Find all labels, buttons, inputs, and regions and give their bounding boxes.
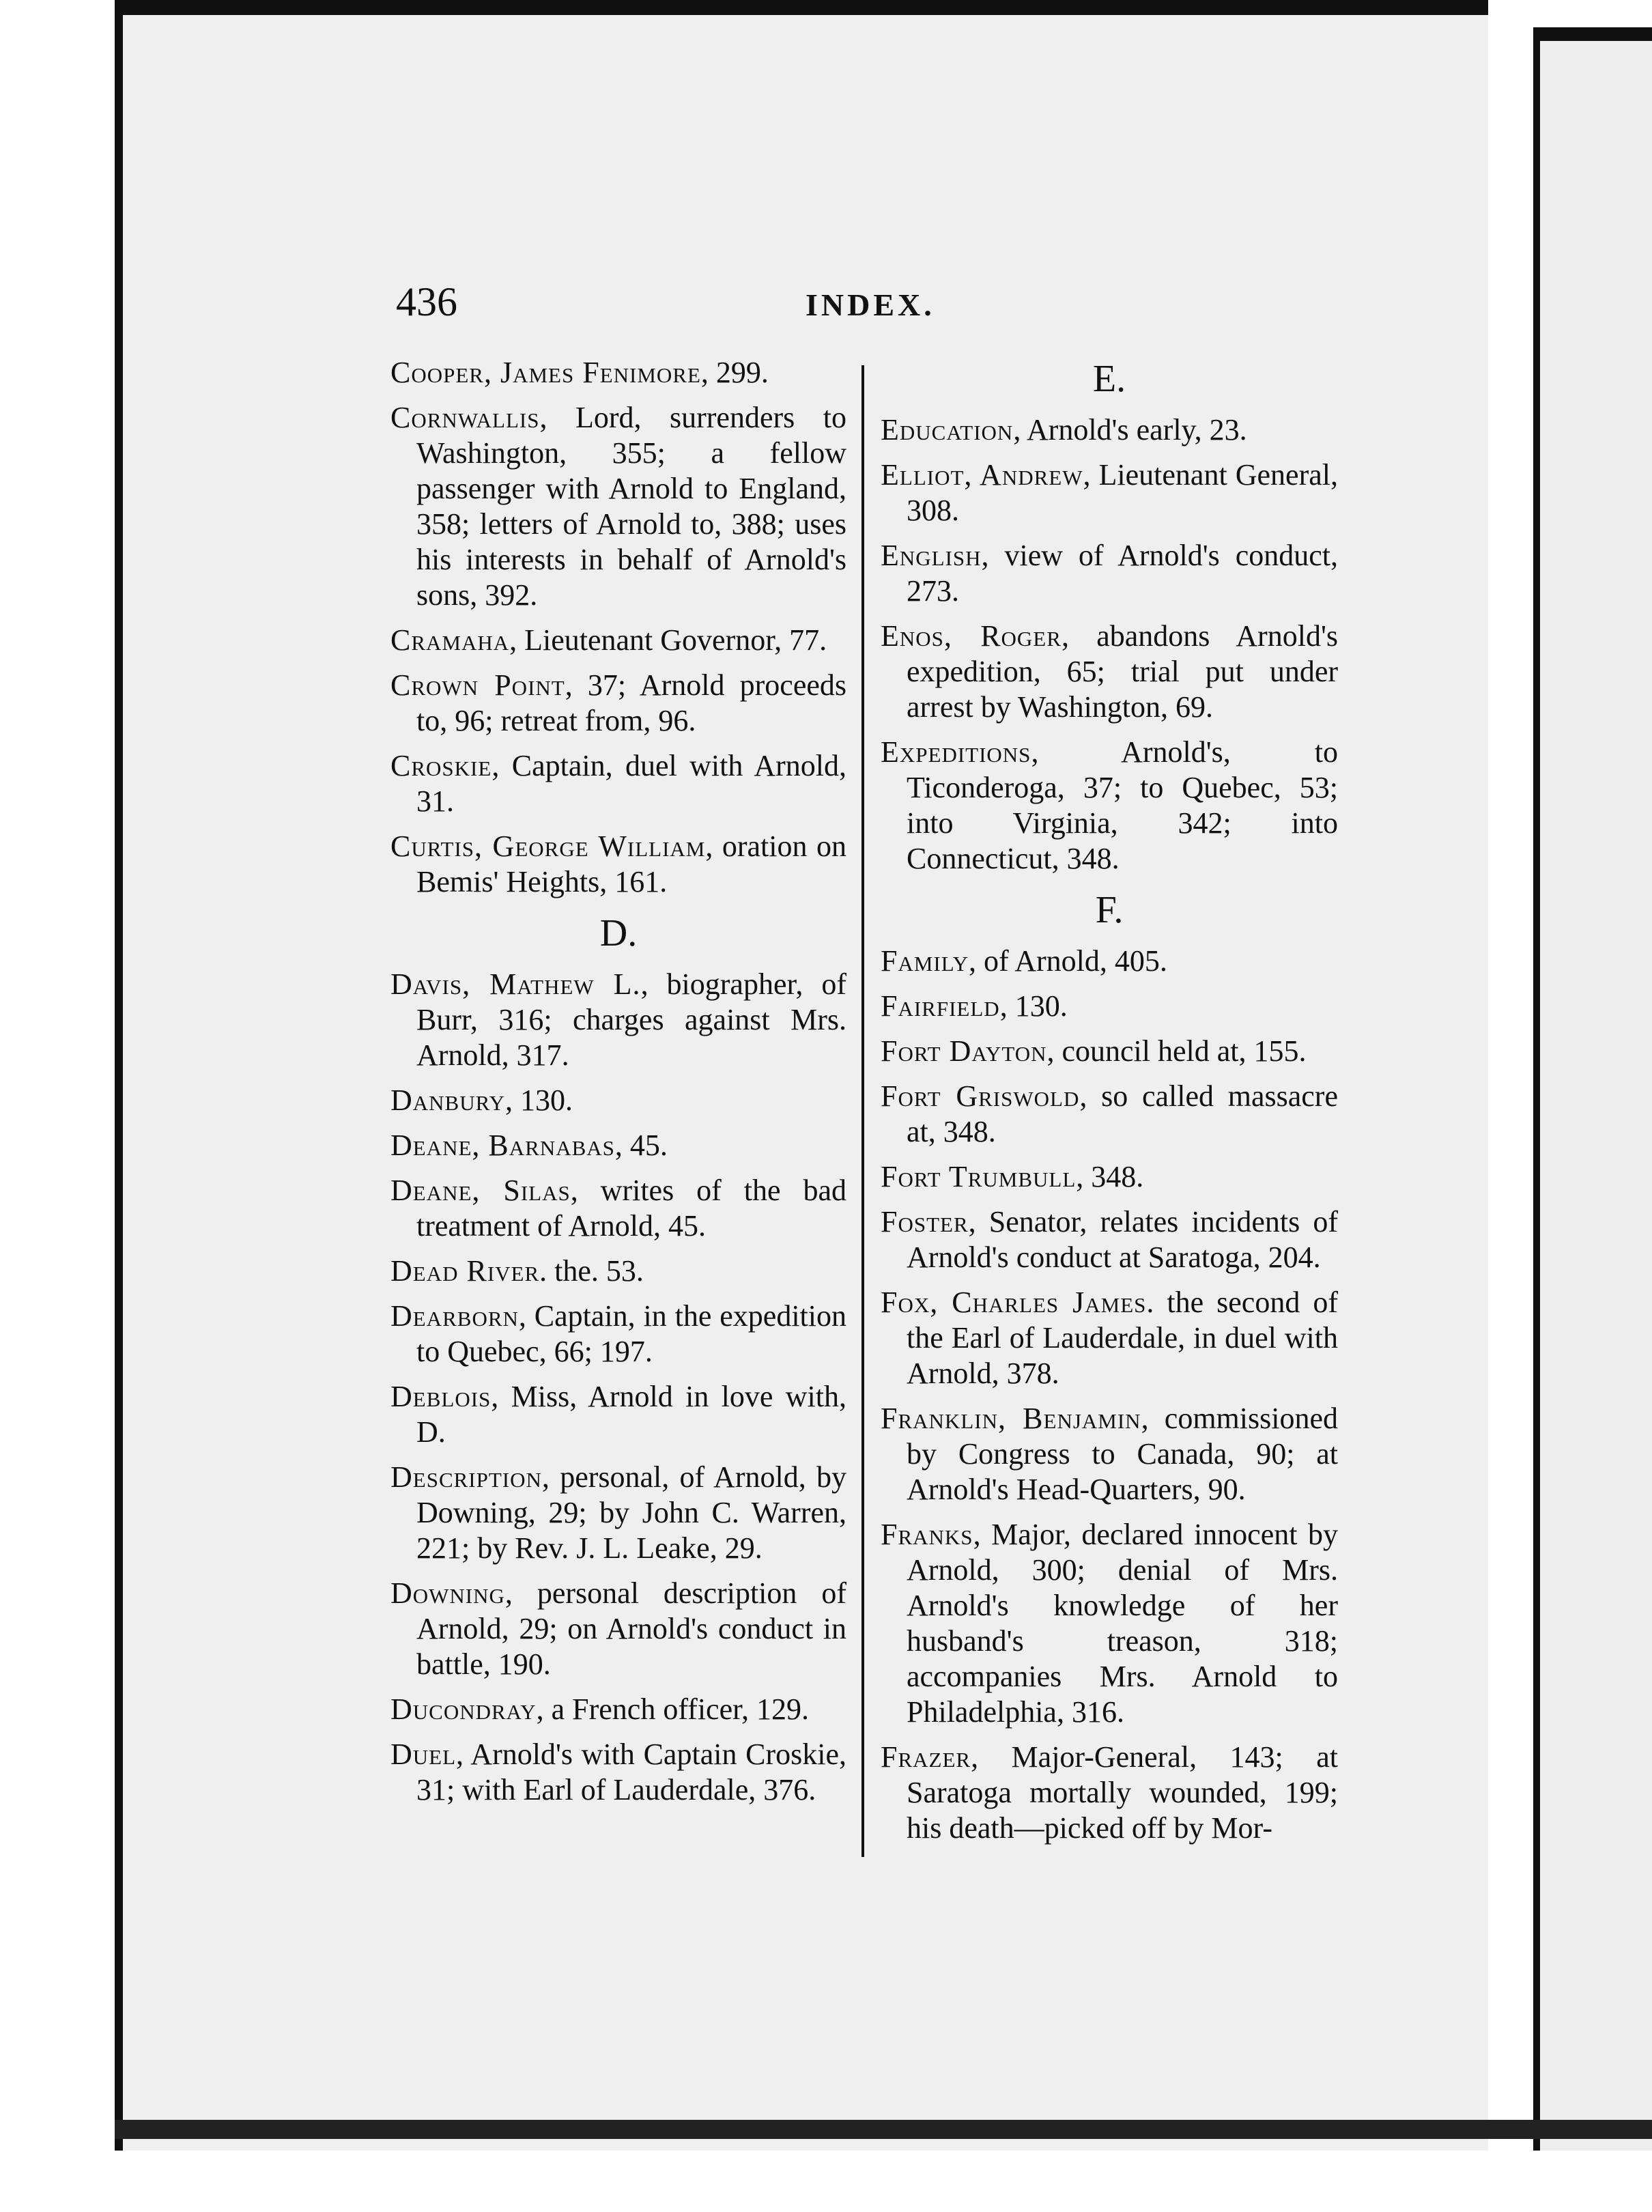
- index-entry: [881, 457, 1338, 528]
- index-entry: [881, 944, 1338, 979]
- index-entry: [881, 619, 1338, 725]
- index-entry-text: , Senator, relates incidents of Arnold's conduct at Saratoga, 204.: [907, 1205, 1338, 1274]
- index-column-left: [390, 355, 846, 1817]
- scan-bottom-border: [115, 2120, 1652, 2139]
- index-headword: Cooper, James Fenimore: [390, 356, 701, 389]
- index-entry: [390, 1460, 846, 1566]
- index-entry-text: , commissioned by Congress to Canada, 90; at Arnold's Head-Quarters, 90.: [907, 1402, 1338, 1506]
- index-entry: [390, 1692, 846, 1727]
- index-entry: [881, 538, 1338, 609]
- index-headword: Enos, Roger: [881, 619, 1062, 653]
- index-entry: [390, 623, 846, 658]
- index-entry-text: , 348.: [1076, 1160, 1144, 1193]
- index-entry-text: , Lieutenant General, 308.: [907, 458, 1338, 527]
- index-entry-text: , a French officer, 129.: [536, 1692, 810, 1726]
- index-headword: Duel: [390, 1738, 457, 1771]
- index-entry-text: , writes of the bad treatment of Arnold, 45.: [416, 1174, 846, 1243]
- index-headword: English: [881, 539, 982, 572]
- index-headword: Foster: [881, 1205, 969, 1238]
- index-entry: [390, 668, 846, 739]
- index-entry: [390, 1299, 846, 1370]
- index-headword: Fort Dayton: [881, 1034, 1047, 1068]
- index-entry-text: , oration on Bemis' Heights, 161.: [416, 830, 846, 898]
- index-headword: Fort Griswold: [881, 1079, 1080, 1113]
- index-entry-text: , 130.: [504, 1083, 573, 1117]
- index-entry-text: . the second of the Earl of Lauderdale, in duel with Arnold, 378.: [907, 1286, 1338, 1390]
- index-entry-text: , view of Arnold's conduct, 273.: [907, 539, 1338, 608]
- index-headword: Deblois: [390, 1380, 492, 1413]
- index-entry: [390, 829, 846, 900]
- index-headword: Davis, Mathew L.: [390, 967, 641, 1001]
- index-entry-text: , so called massacre at, 348.: [907, 1079, 1338, 1148]
- index-entry-text: , Arnold's early, 23.: [1013, 413, 1247, 446]
- index-entry-text: , biographer, of Burr, 316; charges against Mrs. Arnold, 317.: [416, 967, 847, 1072]
- column-divider: [861, 365, 864, 1857]
- index-entry: [390, 400, 846, 613]
- index-entry: [390, 1173, 846, 1244]
- index-entry-text: , Major-General, 143; at Saratoga mortally wounded, 199; his death—picked off by Mor-: [907, 1740, 1338, 1845]
- index-entry-text: , Lord, surrenders to Washington, 355; a fellow passenger with Arnold to England, 358; letters of Arnold to, 388; uses his interests in behalf of Arnold's sons, 392.: [416, 401, 846, 612]
- index-entry-text: , abandons Arnold's expedition, 65; trial put under arrest by Washington, 69.: [907, 619, 1338, 724]
- index-headword: Deane, Barnabas: [390, 1129, 615, 1162]
- index-entry: [390, 967, 846, 1073]
- index-headword: Franklin, Benjamin: [881, 1402, 1141, 1435]
- index-entry-text: , of Arnold, 405.: [968, 944, 1167, 978]
- index-entry: [390, 748, 846, 819]
- index-entry: [390, 1379, 846, 1450]
- index-entry-text: , Miss, Arnold in love with, D.: [416, 1380, 846, 1449]
- index-headword: Frazer: [881, 1740, 971, 1774]
- index-entry: [881, 412, 1338, 448]
- page-number: 436: [396, 279, 457, 324]
- index-headword: Cramaha: [390, 623, 510, 657]
- index-headword: Elliot, Andrew: [881, 458, 1083, 492]
- index-headword: Ducondray: [390, 1692, 537, 1726]
- index-headword: Expeditions: [881, 735, 1031, 769]
- index-entry-text: , 45.: [614, 1129, 668, 1162]
- index-headword: Family: [881, 944, 969, 978]
- index-entry: [881, 1204, 1338, 1275]
- facing-page-edge: [1533, 27, 1652, 2151]
- index-column-right: [881, 355, 1338, 1856]
- index-entry-text: , Major, declared innocent by Arnold, 300; denial of Mrs. Arnold's knowledge of her husband's treason, 318; accompanies Mrs. Arnold to Philadelphia, 316.: [907, 1518, 1338, 1729]
- index-entry: [390, 1253, 846, 1289]
- index-entry-text: , Arnold's, to Ticonderoga, 37; to Quebec, 53; into Virginia, 342; into Connecticut, 348.: [907, 735, 1338, 875]
- index-entry: [881, 989, 1338, 1024]
- index-headword: Croskie: [390, 749, 492, 782]
- index-entry: [390, 1128, 846, 1163]
- index-headword: Crown Point: [390, 668, 565, 702]
- index-entry-text: , Lieutenant Governor, 77.: [509, 623, 827, 657]
- section-letter: F.: [1095, 889, 1124, 931]
- index-headword: Franks: [881, 1518, 973, 1551]
- index-entry-text: , Arnold's with Captain Croskie, 31; with Earl of Lauderdale, 376.: [416, 1738, 846, 1806]
- index-entry: [881, 735, 1338, 877]
- page-header: [396, 279, 1365, 340]
- index-entry: [881, 1401, 1338, 1507]
- index-entry: [881, 1079, 1338, 1150]
- index-entry-text: . the. 53.: [539, 1254, 644, 1288]
- index-entry: [390, 355, 846, 391]
- index-entry-text: , personal, of Arnold, by Downing, 29; by John C. Warren, 221; by Rev. J. L. Leake, 29.: [416, 1460, 846, 1565]
- index-headword: Fox, Charles James: [881, 1286, 1147, 1319]
- index-entry-text: , 130.: [999, 989, 1068, 1023]
- index-entry: [881, 1159, 1338, 1195]
- index-entry-text: , 37; Arnold proceeds to, 96; retreat from, 96.: [416, 668, 846, 737]
- index-headword: Education: [881, 413, 1014, 446]
- index-headword: Dearborn: [390, 1299, 519, 1333]
- index-headword: Fairfield: [881, 989, 1000, 1023]
- index-headword: Downing: [390, 1576, 505, 1610]
- index-entry: [881, 1034, 1338, 1069]
- section-letter: D.: [599, 912, 638, 954]
- index-entry-text: , Captain, duel with Arnold, 31.: [416, 749, 846, 818]
- running-head: INDEX.: [806, 287, 935, 322]
- index-entry: [390, 1576, 846, 1682]
- index-headword: Danbury: [390, 1083, 505, 1117]
- index-entry-text: , Captain, in the expedition to Quebec, 66; 197.: [416, 1299, 846, 1368]
- index-entry-text: , 299.: [700, 356, 769, 389]
- index-headword: Description: [390, 1460, 542, 1494]
- index-headword: Dead River: [390, 1254, 540, 1288]
- index-entry-text: , personal description of Arnold, 29; on Arnold's conduct in battle, 190.: [416, 1576, 846, 1681]
- index-entry: [881, 1740, 1338, 1846]
- index-headword: Deane, Silas: [390, 1174, 571, 1207]
- index-entry: [881, 1285, 1338, 1391]
- index-entry: [390, 1083, 846, 1118]
- index-entry: [881, 1517, 1338, 1730]
- index-headword: Curtis, George William: [390, 830, 706, 863]
- index-headword: Cornwallis: [390, 401, 540, 434]
- index-entry: [390, 1737, 846, 1808]
- index-headword: Fort Trumbull: [881, 1160, 1077, 1193]
- index-entry-text: , council held at, 155.: [1046, 1034, 1307, 1068]
- section-letter: E.: [1092, 358, 1126, 400]
